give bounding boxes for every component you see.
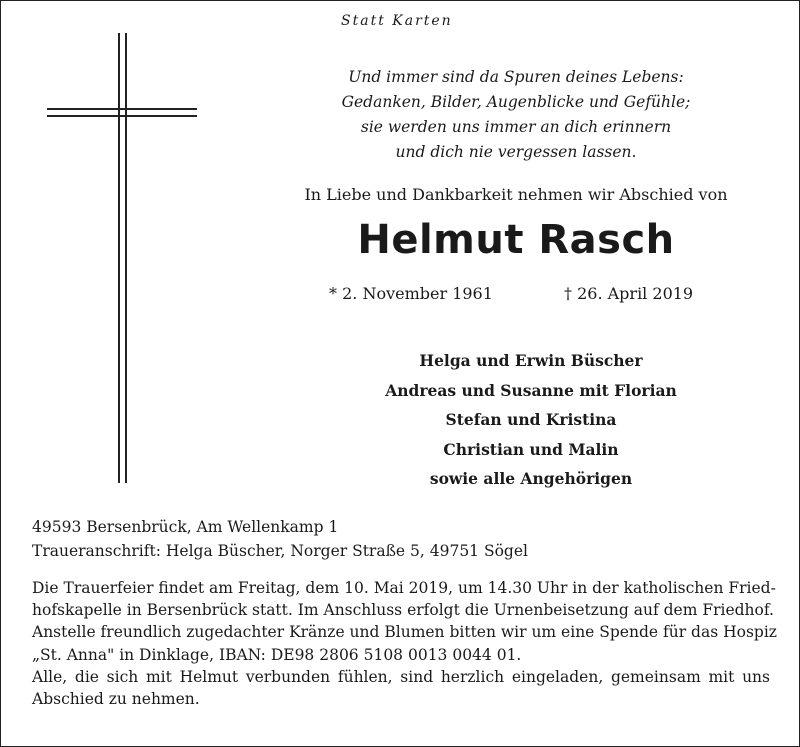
donation-info-line: Anstelle freundlich zugedachter Kränze und Blumen bitten wir um eine Spende für das Hospiz <box>32 623 777 642</box>
family-list <box>331 346 731 494</box>
poem-line: Und immer sind da Spuren deines Lebens: <box>348 68 684 86</box>
birth-date: * 2. November 1961 <box>329 284 493 303</box>
body-text <box>32 577 777 710</box>
family-member: sowie alle Angehörigen <box>429 469 633 488</box>
deceased-name: Helmut Rasch <box>357 217 675 263</box>
cross-icon <box>47 33 197 483</box>
poem-line: und dich nie vergessen lassen. <box>395 143 637 161</box>
invitation-line: Abschied zu nehmen. <box>32 690 200 709</box>
poem-line: sie werden uns immer an dich erinnern <box>360 118 672 136</box>
funeral-info-line: hofskapelle in Bersenbrück statt. Im Anschluss erfolgt die Urnenbeisetzung auf dem Friedhof. <box>32 601 774 620</box>
death-date: † 26. April 2019 <box>564 284 694 303</box>
address-block <box>32 515 528 563</box>
intro-text: In Liebe und Dankbarkeit nehmen wir Abschied von <box>304 185 728 204</box>
header-text: Statt Karten <box>341 13 453 29</box>
funeral-info-line: Die Trauerfeier findet am Freitag, dem 10. Mai 2019, um 14.30 Uhr in der katholischen Fried- <box>32 579 776 597</box>
family-member: Andreas und Susanne mit Florian <box>385 380 677 400</box>
donation-info-line: „St. Anna" in Dinklage, IBAN: DE98 2806 5108 0013 0044 01. <box>32 645 522 664</box>
family-member: Stefan und Kristina <box>445 410 617 429</box>
family-member: Helga und Erwin Büscher <box>419 351 643 370</box>
address-line: 49593 Bersenbrück, Am Wellenkamp 1 <box>32 518 339 536</box>
invitation-line: Alle, die sich mit Helmut verbunden fühlen, sind herzlich eingeladen, gemeinsam mit uns <box>32 667 770 686</box>
mourning-address: Traueranschrift: Helga Büscher, Norger Straße 5, 49751 Sögel <box>32 542 528 560</box>
poem <box>296 65 736 165</box>
family-member: Christian und Malin <box>443 439 619 459</box>
poem-line: Gedanken, Bilder, Augenblicke und Gefühle; <box>341 93 691 111</box>
